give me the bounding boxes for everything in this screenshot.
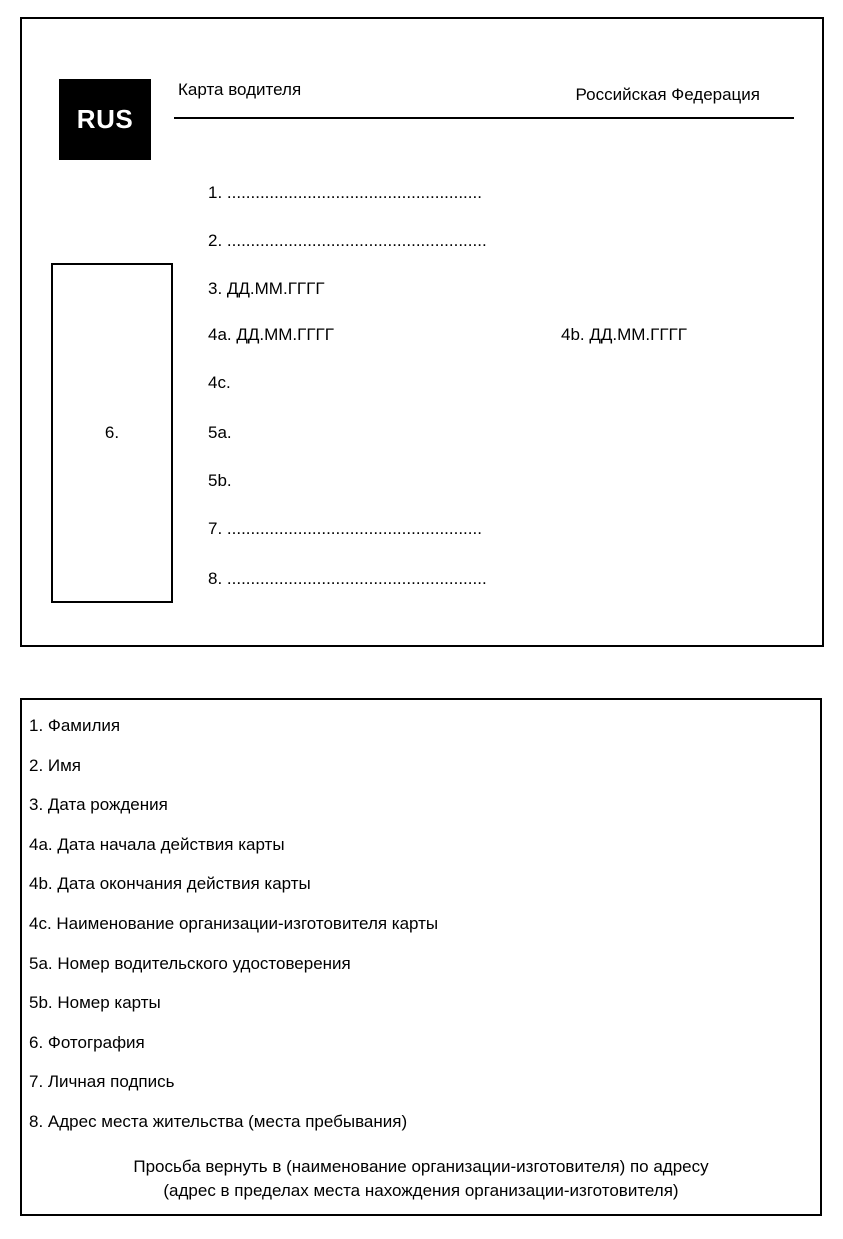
legend-item: 4c. Наименование организации-изготовителя карты: [29, 913, 439, 933]
field-4c-issuer: 4c.: [208, 373, 231, 392]
photo-label: 6.: [104, 423, 120, 442]
card-legend: [20, 698, 822, 1216]
legend-item: 3. Дата рождения: [29, 795, 168, 815]
field-4b-end-date: 4b. ДД.ММ.ГГГГ: [561, 325, 687, 344]
legend-item: 6. Фотография: [29, 1032, 145, 1052]
legend-item: 1. Фамилия: [29, 716, 121, 735]
legend-item: 8. Адрес места жительства (места пребывания): [29, 1111, 408, 1131]
field-5b-card-number: 5b.: [208, 471, 232, 490]
driver-card-front: [20, 17, 824, 647]
legend-item: 7. Личная подпись: [29, 1072, 175, 1092]
field-3-birth-date: 3. ДД.ММ.ГГГГ: [208, 279, 325, 298]
legend-item: 4a. Дата начала действия карты: [29, 834, 285, 854]
legend-item: 5b. Номер карты: [29, 993, 161, 1013]
header-divider: [174, 117, 794, 119]
rus-country-logo: RUS: [59, 79, 151, 160]
field-1-surname: 1. ......................................................: [208, 183, 482, 202]
field-7-signature: 7. ......................................................: [208, 519, 482, 538]
return-note-line-2: (адрес в пределах места нахождения организации-изготовителя): [163, 1181, 679, 1200]
card-country: Российская Федерация: [575, 85, 760, 104]
field-4a-start-date: 4a. ДД.ММ.ГГГГ: [208, 325, 334, 344]
field-8-address: 8. .......................................................: [208, 569, 487, 588]
field-2-name: 2. .......................................................: [208, 231, 487, 250]
return-note-line-1: Просьба вернуть в (наименование организации-изготовителя) по адресу: [133, 1157, 709, 1176]
field-5a-license-number: 5a.: [208, 423, 232, 442]
legend-item: 4b. Дата окончания действия карты: [29, 874, 311, 894]
legend-item: 2. Имя: [29, 755, 82, 775]
return-note: [22, 1155, 820, 1203]
photo-placeholder: [51, 263, 173, 603]
card-title: Карта водителя: [178, 80, 302, 99]
legend-item: 5a. Номер водительского удостоверения: [29, 953, 351, 973]
legend-list: [29, 714, 438, 1150]
